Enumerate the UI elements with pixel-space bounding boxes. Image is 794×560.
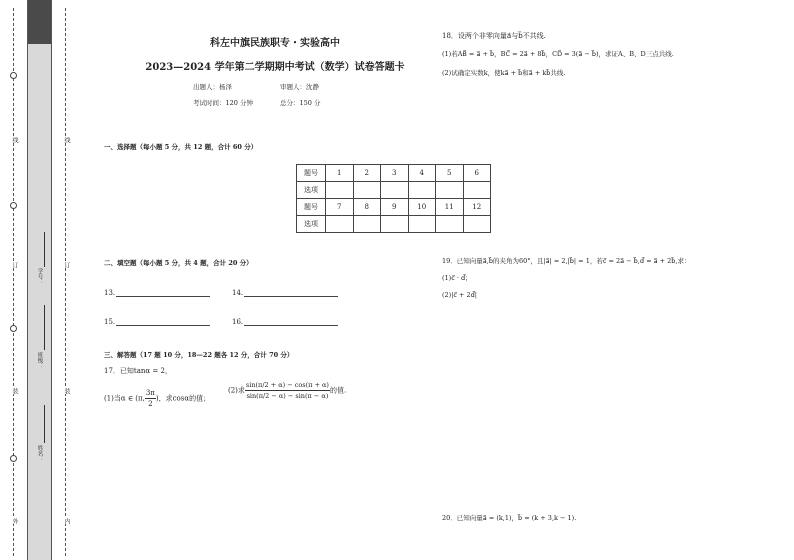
inner-seal-char: 内 [63, 518, 70, 524]
seal-circle [10, 455, 17, 462]
answer-cell[interactable] [353, 216, 381, 233]
answer-cell[interactable] [326, 182, 354, 199]
fill-line-13[interactable] [116, 296, 210, 297]
q17-part1-den: 2 [148, 400, 153, 408]
solve-section-title: 三、解答题（17 题 10 分，18—22 题各 12 分，合计 70 分） [104, 351, 294, 359]
q17-part1-b: )，求cosα的值； [155, 394, 211, 403]
q19-part2: (2)|c⃗ + 2d⃗| [442, 291, 478, 299]
answer-cell[interactable] [381, 182, 409, 199]
grid-number: 6 [463, 165, 491, 182]
q17-part2 [228, 380, 346, 401]
binding-border-left [27, 0, 28, 560]
q17-part2-den: sin(π/2 − α) − sin(π − α) [246, 392, 329, 400]
grid-number: 3 [381, 165, 409, 182]
q18-part1: (1)若AB⃗ = a⃗ + b⃗，BC⃗ = 2a⃗ + 8b⃗，CD⃗ = 3(a⃗ − b⃗)，求证A、B、D三点共线. [442, 50, 674, 58]
grid-number: 7 [326, 199, 354, 216]
grid-number: 8 [353, 199, 381, 216]
seal-circle [10, 72, 17, 79]
answer-cell[interactable] [463, 182, 491, 199]
q17-part1-fraction [145, 388, 156, 409]
binding-dark-block [27, 0, 51, 44]
outer-seal-char: 线 [11, 137, 18, 143]
inner-seal-char: 装 [63, 388, 70, 394]
q17-stem: 17．已知tanα = 2， [104, 367, 172, 375]
student-id-line[interactable] [44, 232, 45, 267]
inner-seal-char: 订 [63, 262, 70, 268]
grid-number: 12 [463, 199, 491, 216]
binding-strip [0, 0, 80, 560]
q18-stem: 18．设两个非零向量a⃗与b⃗不共线. [442, 32, 546, 40]
grid-number: 10 [408, 199, 436, 216]
grid-number: 11 [436, 199, 464, 216]
fill-label-16: 16. [232, 318, 244, 326]
binding-border-right [51, 0, 52, 560]
fill-line-14[interactable] [244, 296, 338, 297]
class-line[interactable] [44, 305, 45, 350]
outer-seal-char: 外 [11, 518, 18, 524]
grid-number: 2 [353, 165, 381, 182]
fill-section-title: 二、填空题（每小题 5 分，共 4 题，合计 20 分） [104, 259, 253, 267]
choice-section-title: 一、选择题（每小题 5 分，共 12 题，合计 60 分） [104, 143, 258, 151]
answer-cell[interactable] [381, 216, 409, 233]
answer-cell[interactable] [408, 182, 436, 199]
field-label-name: 姓名： [36, 445, 43, 462]
fill-line-15[interactable] [116, 325, 210, 326]
outer-seal-char: 订 [11, 262, 18, 268]
name-line[interactable] [44, 405, 45, 443]
answer-cell[interactable] [436, 182, 464, 199]
answer-cell[interactable] [326, 216, 354, 233]
fill-label-14: 14. [232, 289, 244, 297]
q20-stem: 20．已知向量a⃗ = (k,1)，b⃗ = (k + 3,k − 1). [442, 514, 577, 522]
exam-title: 2023—2024 学年第二学期期中考试（数学）试卷答题卡 [145, 62, 405, 73]
grid-number: 1 [326, 165, 354, 182]
q17-part2-a: (2)求 [228, 386, 245, 395]
exam-time: 考试时间：120 分钟 [193, 99, 253, 107]
answer-cell[interactable] [353, 182, 381, 199]
q17-part1-a: (1)当α ∈ (π, [104, 394, 145, 403]
grid-number: 9 [381, 199, 409, 216]
grid-header-option: 选项 [297, 182, 326, 199]
fill-label-13: 13. [104, 289, 116, 297]
binding-gray-band [27, 44, 51, 560]
inner-seal-char: 线 [63, 137, 70, 143]
fill-line-16[interactable] [244, 325, 338, 326]
q19-part1: (1)c⃗ · d⃗； [442, 274, 472, 282]
grid-header-number: 题号 [297, 199, 326, 216]
field-label-student-id: 学号： [36, 268, 43, 285]
total-score: 总分：150 分 [280, 99, 321, 107]
fill-label-15: 15. [104, 318, 116, 326]
school-title: 科左中旗民族职专・实验高中 [210, 38, 340, 49]
inner-seal-line [65, 8, 66, 556]
answer-grid [296, 164, 491, 233]
grid-header-option: 选项 [297, 216, 326, 233]
q17-part1 [104, 388, 210, 409]
outer-seal-line [13, 8, 14, 556]
grid-number: 4 [408, 165, 436, 182]
field-label-class: 班级： [36, 352, 43, 369]
reviewer: 审题人：沈静 [280, 83, 319, 91]
answer-cell[interactable] [436, 216, 464, 233]
seal-circle [10, 202, 17, 209]
q18-part2: (2)试确定实数k，使ka⃗ + b⃗和a⃗ + kb⃗共线. [442, 69, 566, 77]
outer-seal-char: 装 [11, 388, 18, 394]
q17-part2-num: sin(π/2 + α) − cos(π + α) [245, 381, 329, 389]
seal-circle [10, 325, 17, 332]
q17-part1-num: 3π [145, 389, 155, 397]
answer-cell[interactable] [463, 216, 491, 233]
grid-header-number: 题号 [297, 165, 326, 182]
q19-stem: 19．已知向量a⃗,b⃗的夹角为60°，且|a⃗| = 2,|b⃗| = 1，若c⃗ = 2a⃗ − b⃗,d⃗ = a⃗ + 2b⃗,求： [442, 257, 691, 265]
grid-number: 5 [436, 165, 464, 182]
answer-cell[interactable] [408, 216, 436, 233]
q17-part2-fraction [245, 380, 330, 401]
q17-part2-b: 的值. [329, 386, 347, 395]
setter: 出题人：杨泽 [193, 83, 232, 91]
